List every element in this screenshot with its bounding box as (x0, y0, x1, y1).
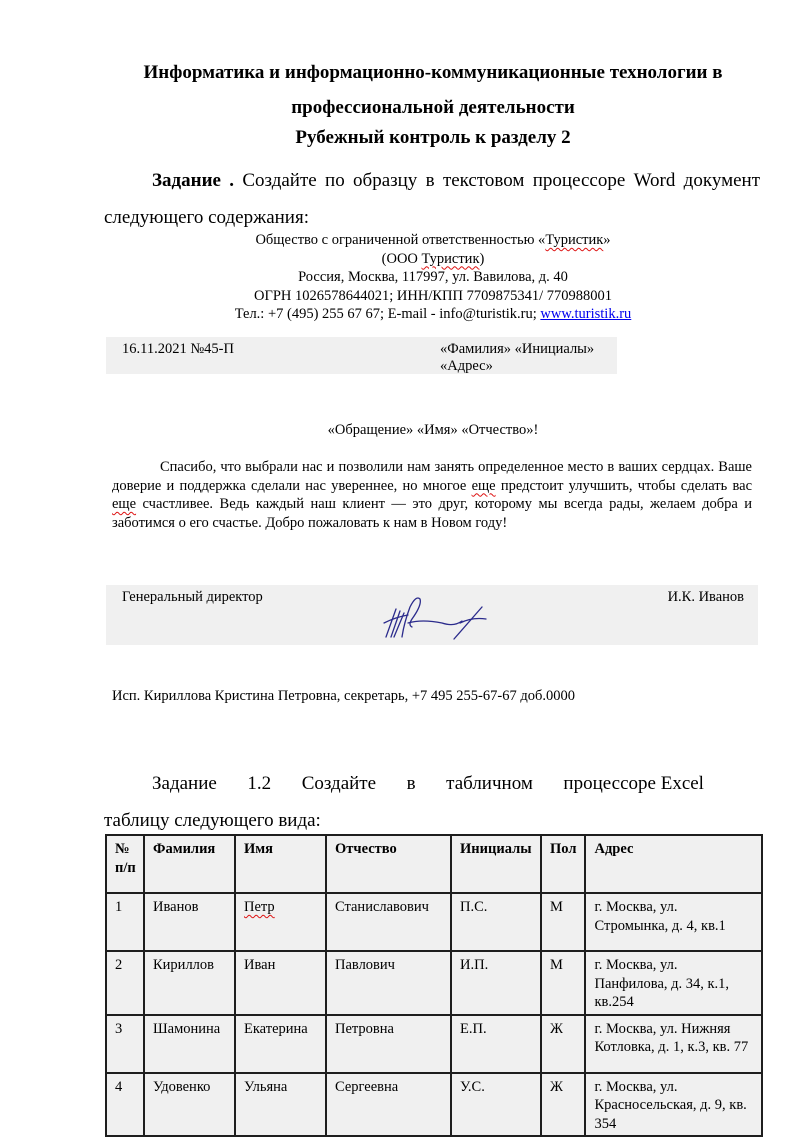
cell-gender: Ж (541, 1015, 585, 1073)
cell-name-spellcheck: Петр (244, 899, 275, 915)
document-title-line1: Информатика и информационно-коммуникационные технологии в (143, 62, 723, 83)
company-shortname-prefix: (ООО (381, 250, 422, 267)
task1-paragraph (104, 162, 760, 236)
date-recipient-block (106, 337, 617, 374)
letter-date-number: 16.11.2021 №45-П (122, 341, 234, 357)
recipient-address-field: «Адрес» (440, 358, 493, 374)
cell-address: г. Москва, ул. Панфилова, д. 34, к.1, кв.254 (585, 951, 762, 1015)
cell-name: Ульяна (235, 1073, 326, 1137)
document-subtitle: Рубежный контроль к разделу 2 (295, 127, 571, 148)
cell-number: 2 (106, 951, 144, 1015)
recipient-block (440, 341, 594, 375)
cell-address: г. Москва, ул. Стромынка, д. 4, кв.1 (585, 893, 762, 951)
handwritten-signature-icon (382, 593, 492, 641)
cell-name: Екатерина (235, 1015, 326, 1073)
cell-patronymic: Сергеевна (326, 1073, 451, 1137)
company-fullname-prefix: Общество с ограниченной ответственностью « (255, 232, 546, 248)
task2-word: в (406, 773, 416, 794)
cell-name (235, 893, 326, 951)
cell-patronymic: Станиславович (326, 893, 451, 951)
company-name-spellcheck: Туристик (545, 232, 604, 248)
cell-gender: Ж (541, 1073, 585, 1137)
col-header-patronymic: Отчество (326, 835, 451, 893)
cell-surname: Кириллов (144, 951, 235, 1015)
cell-address: г. Москва, ул. Нижняя Котловка, д. 1, к.3, кв. 77 (585, 1015, 762, 1073)
task2-line1 (104, 765, 704, 802)
table-row (106, 1015, 762, 1073)
task2-word: Создайте (301, 773, 377, 794)
task2-word: Задание (152, 773, 217, 794)
letter-body-part2: предстоит улучшить, чтобы сделать вас (495, 477, 753, 494)
cell-initials: У.С. (451, 1073, 541, 1137)
company-phone-email: Тел.: +7 (495) 255 67 67; E-mail - info@turistik.ru; (234, 306, 541, 322)
cell-surname: Удовенко (144, 1073, 235, 1137)
letter-greeting: «Обращение» «Имя» «Отчество»! (327, 422, 539, 438)
cell-patronymic: Петровна (326, 1015, 451, 1073)
cell-initials: И.П. (451, 951, 541, 1015)
letter-body (112, 458, 752, 532)
signer-role: Генеральный директор (122, 589, 263, 605)
company-contacts (0, 305, 800, 324)
cell-number: 3 (106, 1015, 144, 1073)
cell-name: Иван (235, 951, 326, 1015)
cell-initials: П.С. (451, 893, 541, 951)
company-shortname-suffix: ) (479, 250, 485, 267)
task2-number: 1.2 (247, 773, 272, 794)
cell-initials: Е.П. (451, 1015, 541, 1073)
task2-paragraph (104, 765, 760, 839)
task2-line2: таблицу следующего вида: (104, 810, 321, 831)
company-shortname (0, 250, 800, 269)
col-header-surname: Фамилия (144, 835, 235, 893)
table-row (106, 893, 762, 951)
cell-gender: М (541, 951, 585, 1015)
company-registration: ОГРН 1026578644021; ИНН/КПП 7709875341/ 770988001 (253, 287, 612, 304)
company-letterhead (0, 231, 800, 324)
cell-number: 1 (106, 893, 144, 951)
signer-name: И.К. Иванов (667, 589, 744, 605)
col-header-initials: Инициалы (451, 835, 541, 893)
document-title-line2: профессиональной деятельности (291, 97, 575, 118)
letter-body-part1: Спасибо, что выбрали нас и позволили нам занять определенное место в ваших сердцах. Ваше доверие и поддержка сделали нас увереннее, но многое (112, 459, 752, 494)
col-header-gender: Пол (541, 835, 585, 893)
company-website-link[interactable]: www.turistik.ru (540, 306, 632, 322)
col-header-address: Адрес (585, 835, 762, 893)
company-fullname (0, 231, 800, 250)
task1-text: Создайте по образцу в текстовом процессоре Word документ следующего содержания: (104, 170, 760, 228)
cell-surname: Шамонина (144, 1015, 235, 1073)
task1-label: Задание . (152, 170, 235, 191)
company-address: Россия, Москва, 117997, ул. Вавилова, д. 40 (298, 269, 568, 285)
cell-address: г. Москва, ул. Красносельская, д. 9, кв. 354 (585, 1073, 762, 1137)
signature-block (106, 585, 758, 645)
spellcheck-word: еще (112, 496, 137, 512)
cell-surname: Иванов (144, 893, 235, 951)
table-row (106, 951, 762, 1015)
letter-body-part3: счастливее. Ведь каждый наш клиент — это друг, которому мы всегда рады, желаем добра и заботимся о его счастье. Добро пожаловать к нам в Новом году! (112, 496, 752, 531)
company-fullname-suffix: » (603, 232, 611, 248)
task2-word: процессоре Excel (563, 773, 704, 794)
recipient-name-field: «Фамилия» «Инициалы» (440, 341, 595, 357)
spellcheck-word: еще (471, 477, 496, 494)
table-header-row (106, 835, 762, 893)
table-row (106, 1073, 762, 1137)
executor-line: Исп. Кириллова Кристина Петровна, секретарь, +7 495 255-67-67 доб.0000 (112, 688, 575, 704)
cell-number: 4 (106, 1073, 144, 1137)
col-header-number: № п/п (106, 835, 144, 893)
col-header-name: Имя (235, 835, 326, 893)
cell-patronymic: Павлович (326, 951, 451, 1015)
sample-table (105, 834, 763, 1137)
cell-gender: М (541, 893, 585, 951)
company-shortname-spellcheck: Туристик (421, 250, 480, 267)
task2-word: табличном (446, 773, 533, 794)
